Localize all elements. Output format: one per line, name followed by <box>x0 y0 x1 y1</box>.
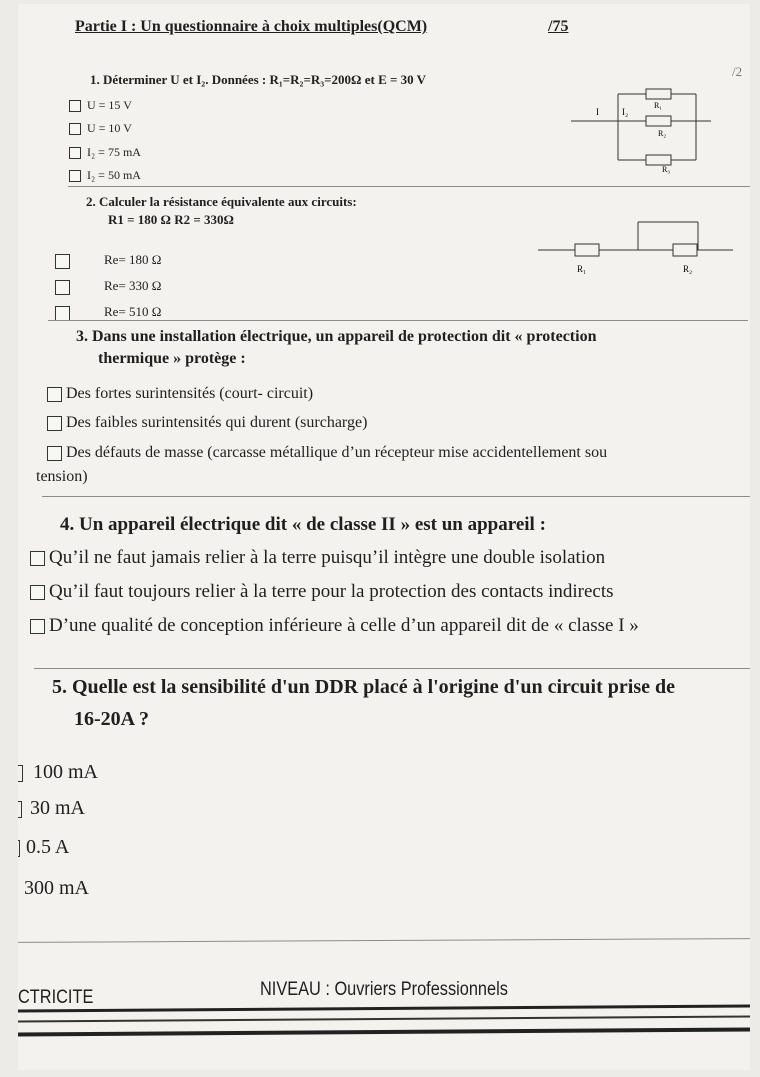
part-title: Partie I : Un questionnaire à choix multiples(QCM) <box>75 18 428 35</box>
checkbox[interactable] <box>30 619 45 634</box>
checkbox[interactable] <box>47 416 62 431</box>
q1-option-1[interactable]: U = 15 V <box>69 98 132 113</box>
checkbox[interactable] <box>69 100 81 112</box>
resistor-r2 <box>673 244 697 256</box>
footer-subject: CTRICITE <box>18 987 94 1008</box>
q2-data: R1 = 180 Ω R2 = 330Ω <box>108 212 234 227</box>
footer-rule <box>18 1004 750 1012</box>
q4-option-2[interactable]: Qu’il faut toujours relier à la terre pour la protection des contacts indirects <box>30 581 614 603</box>
checkbox[interactable] <box>55 280 70 295</box>
checkbox[interactable] <box>69 123 81 135</box>
q3-option-3[interactable]: Des défauts de masse (carcasse métallique d’un récepteur mise accidentellement sou <box>47 444 607 462</box>
label-r2: R₂ <box>658 129 667 138</box>
resistor-r1 <box>646 89 671 99</box>
q4-prompt: 4. Un appareil électrique dit « de classe II » est un appareil : <box>60 514 546 535</box>
side-mark: /2 <box>732 64 743 79</box>
divider <box>68 186 750 187</box>
q3-option-1[interactable]: Des fortes surintensités (court- circuit) <box>47 385 313 403</box>
label-r2: R₂ <box>683 264 693 274</box>
checkbox[interactable] <box>18 765 23 782</box>
resistor-r1 <box>575 244 599 256</box>
q5-prompt-line1: 5. Quelle est la sensibilité d'un DDR placé à l'origine d'un circuit prise de <box>52 676 675 698</box>
q1-prompt: 1. Déterminer U et I₂. Données : R₁=R₂=R₃=200Ω et E = 30 V <box>90 72 427 87</box>
q2-prompt: 2. Calculer la résistance équivalente aux circuits: <box>86 194 357 209</box>
footer-level: NIVEAU : Ouvriers Professionnels <box>260 979 508 1000</box>
checkbox[interactable] <box>55 306 70 321</box>
q4-option-1[interactable]: Qu’il ne faut jamais relier à la terre puisqu’il intègre une double isolation <box>30 547 605 569</box>
checkbox[interactable] <box>55 254 70 269</box>
q2-option-1[interactable]: Re= 180 Ω <box>55 252 161 269</box>
q2-option-3[interactable]: Re= 510 Ω <box>55 304 161 321</box>
q5-option-3[interactable]: 0.5 A <box>18 836 69 859</box>
checkbox[interactable] <box>30 551 45 566</box>
checkbox[interactable] <box>47 387 62 402</box>
q4-option-3[interactable]: D’une qualité de conception inférieure à celle d’un appareil dit de « classe I » <box>30 615 639 637</box>
q2-circuit-diagram <box>533 214 733 284</box>
q1-option-3[interactable]: I₂ = 75 mA <box>69 145 141 160</box>
checkbox[interactable] <box>47 446 62 461</box>
label-r1: R₁ <box>654 101 663 110</box>
q1-circuit-diagram <box>566 84 716 179</box>
footer-rule-bottom <box>18 1027 750 1036</box>
checkbox[interactable] <box>30 585 45 600</box>
q5-prompt-line2: 16-20A ? <box>74 708 149 730</box>
label-r1: R₁ <box>577 264 587 274</box>
resistor-r2 <box>646 116 671 126</box>
q3-option-3-cont: tension) <box>36 468 88 485</box>
q3-prompt-line2: thermique » protège : <box>98 350 246 367</box>
exam-sheet <box>18 4 750 1070</box>
q2-option-2[interactable]: Re= 330 Ω <box>55 278 161 295</box>
label-i2: I₂ <box>622 107 629 117</box>
q5-option-2[interactable]: 30 mA <box>18 797 85 820</box>
q1-option-2[interactable]: U = 10 V <box>69 121 132 136</box>
q1-option-4[interactable]: I₂ = 50 mA <box>69 168 141 183</box>
divider <box>48 320 748 321</box>
checkbox[interactable] <box>69 147 81 159</box>
q5-option-1[interactable]: 100 mA <box>18 761 98 784</box>
q3-option-2[interactable]: Des faibles surintensités qui durent (surcharge) <box>47 414 367 432</box>
q3-prompt-line1: 3. Dans une installation électrique, un appareil de protection dit « protection <box>76 328 597 345</box>
label-r3: R₃ <box>662 165 671 174</box>
divider <box>34 668 750 669</box>
label-i: I <box>596 107 599 117</box>
divider <box>18 938 750 943</box>
checkbox[interactable] <box>69 170 81 182</box>
checkbox[interactable] <box>18 840 20 857</box>
q5-option-4[interactable]: 300 mA <box>24 877 89 899</box>
checkbox[interactable] <box>18 801 22 818</box>
divider <box>42 496 750 497</box>
footer-rule-thin <box>18 1015 750 1022</box>
resistor-r3 <box>646 155 671 165</box>
part-score: /75 <box>548 18 569 35</box>
